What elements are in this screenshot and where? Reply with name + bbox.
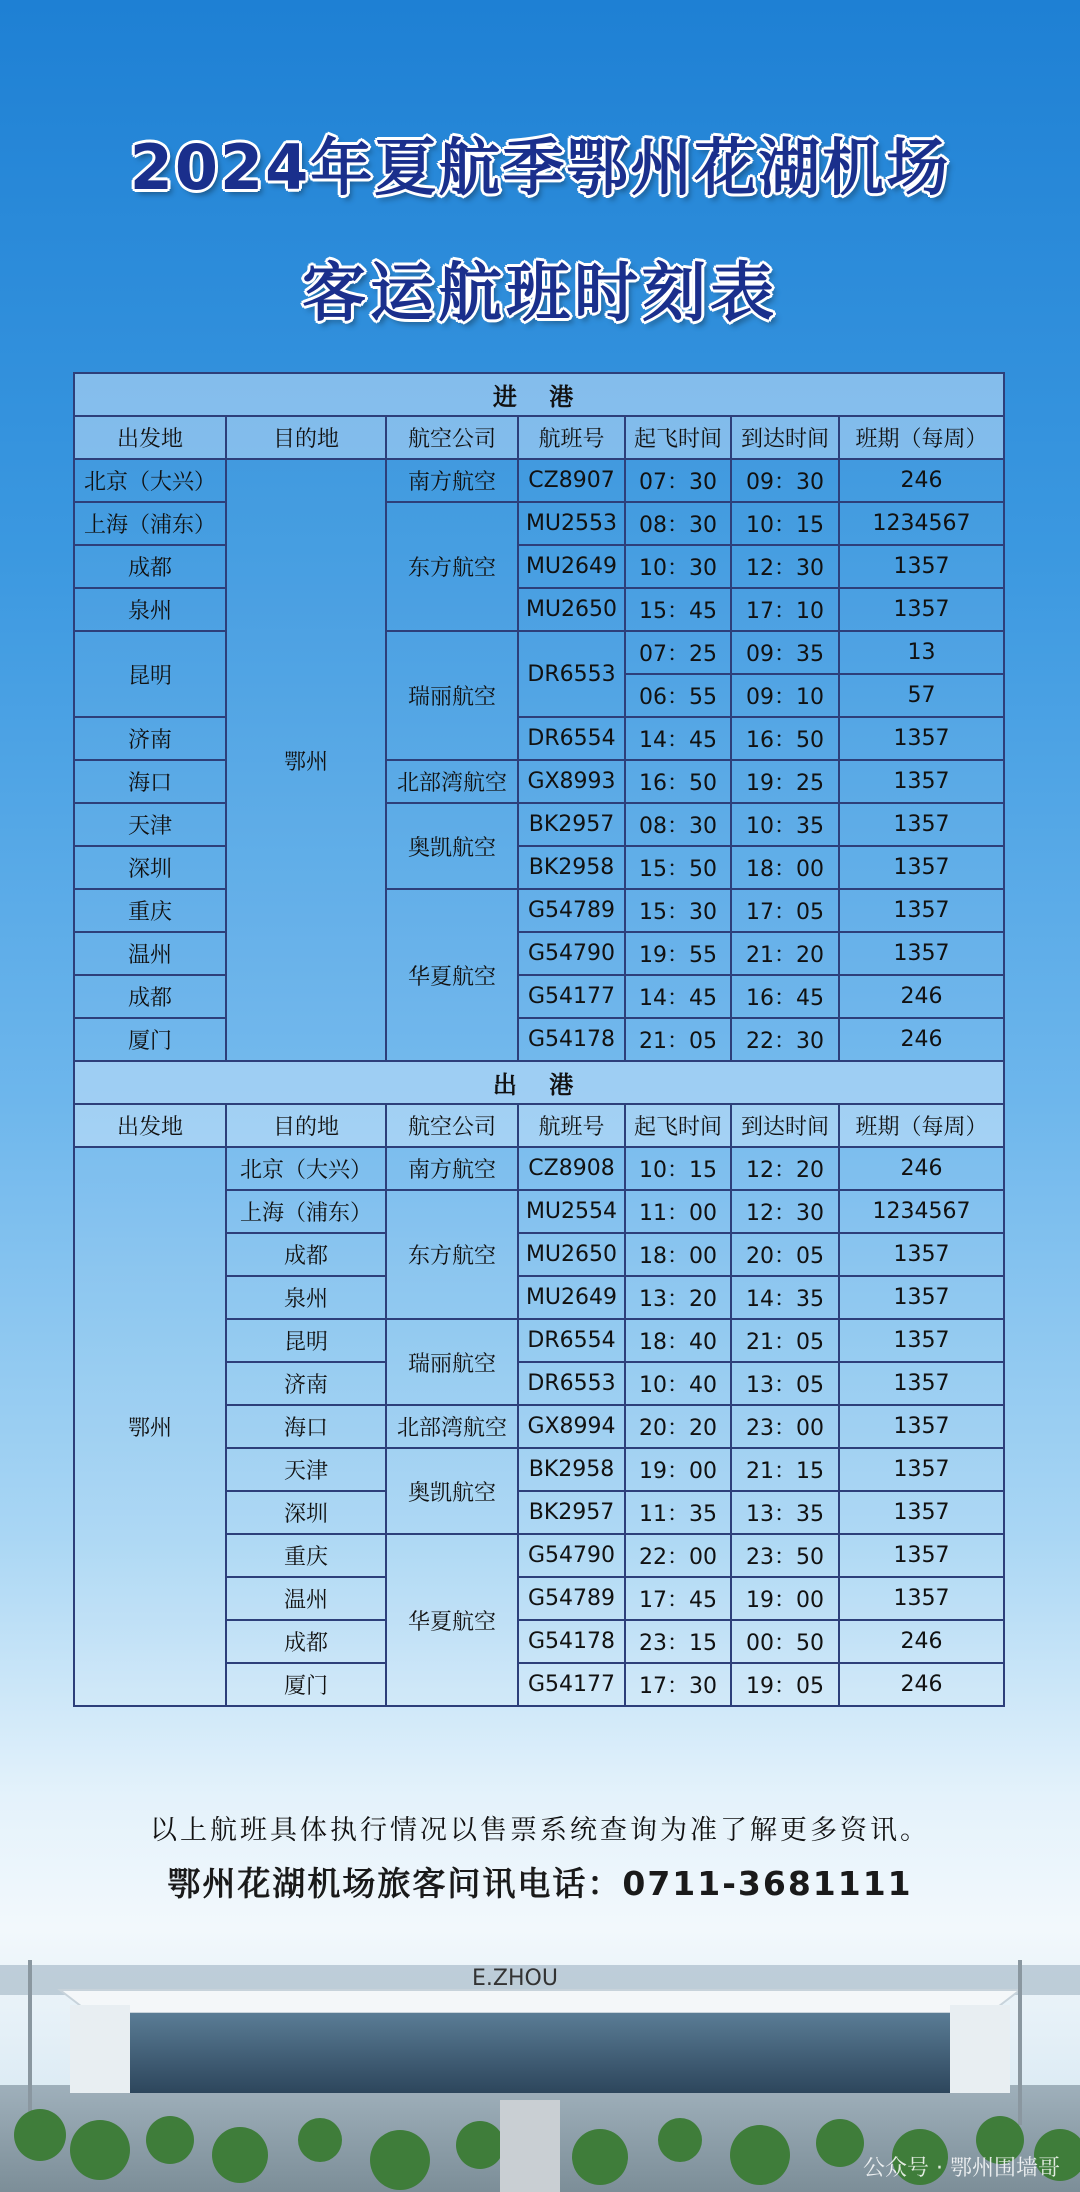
arr-cell: 12：30 xyxy=(731,545,839,588)
airline-cell: 瑞丽航空 xyxy=(386,1319,518,1405)
airline-cell: 南方航空 xyxy=(386,1147,518,1190)
destination-cell: 深圳 xyxy=(226,1491,386,1534)
table-row xyxy=(74,502,1004,545)
dep-cell: 08：30 xyxy=(625,502,731,545)
flight-cell: BK2958 xyxy=(518,1448,625,1491)
airline-cell: 华夏航空 xyxy=(386,1534,518,1706)
destination-cell: 成都 xyxy=(226,1233,386,1276)
dep-cell: 07：30 xyxy=(625,459,731,502)
table-row xyxy=(74,760,1004,803)
destination-cell: 泉州 xyxy=(226,1276,386,1319)
origin-cell: 重庆 xyxy=(74,889,226,932)
col-airline: 航空公司 xyxy=(386,416,518,459)
arr-cell: 16：45 xyxy=(731,975,839,1018)
arr-cell: 19：05 xyxy=(731,1663,839,1706)
terminal-photo xyxy=(0,1935,1080,2192)
flight-cell: G54789 xyxy=(518,1577,625,1620)
hotline-line: 鄂州花湖机场旅客问讯电话：0711-3681111 xyxy=(167,1864,913,1903)
table-row xyxy=(74,889,1004,932)
table-row xyxy=(74,803,1004,846)
arr-cell: 21：20 xyxy=(731,932,839,975)
days-cell: 1357 xyxy=(839,1448,1004,1491)
days-cell: 1234567 xyxy=(839,1190,1004,1233)
watermark: 公众号 · 鄂州围墙哥 xyxy=(863,2156,1060,2181)
days-cell: 246 xyxy=(839,1620,1004,1663)
days-cell: 1357 xyxy=(839,1276,1004,1319)
flight-cell: GX8993 xyxy=(518,760,625,803)
arr-cell: 17：05 xyxy=(731,889,839,932)
destination-cell: 海口 xyxy=(226,1405,386,1448)
destination-cell: 成都 xyxy=(226,1620,386,1663)
flight-cell: CZ8908 xyxy=(518,1147,625,1190)
departures-section-title: 出 港 xyxy=(74,1061,1004,1104)
table-row xyxy=(74,588,1004,631)
col-days: 班期（每周） xyxy=(839,1104,1004,1147)
days-cell: 57 xyxy=(839,674,1004,717)
title-line-2: 客运航班时刻表 xyxy=(302,257,778,331)
departures-header-row xyxy=(74,1104,1004,1147)
dep-cell: 20：20 xyxy=(625,1405,731,1448)
table-row xyxy=(74,545,1004,588)
col-arr-time: 到达时间 xyxy=(731,1104,839,1147)
col-flight: 航班号 xyxy=(518,416,625,459)
origin-cell: 济南 xyxy=(74,717,226,760)
days-cell: 1357 xyxy=(839,1319,1004,1362)
arr-cell: 10：15 xyxy=(731,502,839,545)
origin-cell: 昆明 xyxy=(74,631,226,717)
days-cell: 246 xyxy=(839,1147,1004,1190)
airline-cell: 瑞丽航空 xyxy=(386,631,518,760)
airline-cell: 奥凯航空 xyxy=(386,1448,518,1534)
arr-cell: 20：05 xyxy=(731,1233,839,1276)
dep-cell: 18：40 xyxy=(625,1319,731,1362)
days-cell: 13 xyxy=(839,631,1004,674)
dep-cell: 14：45 xyxy=(625,717,731,760)
table-row xyxy=(74,631,1004,674)
road xyxy=(500,2100,560,2192)
flight-cell: BK2957 xyxy=(518,1491,625,1534)
terminal-right-wing xyxy=(950,2005,1010,2093)
destination-cell: 重庆 xyxy=(226,1534,386,1577)
destination-cell: 温州 xyxy=(226,1577,386,1620)
flight-cell: G54789 xyxy=(518,889,625,932)
days-cell: 1357 xyxy=(839,889,1004,932)
title-line-1: 2024年夏航季鄂州花湖机场 xyxy=(129,131,951,204)
days-cell: 246 xyxy=(839,459,1004,502)
flight-cell: MU2553 xyxy=(518,502,625,545)
origin-cell: 鄂州 xyxy=(74,1147,226,1706)
days-cell: 1357 xyxy=(839,1233,1004,1276)
col-flight: 航班号 xyxy=(518,1104,625,1147)
airline-cell: 南方航空 xyxy=(386,459,518,502)
table-row xyxy=(74,932,1004,975)
dep-cell: 06：55 xyxy=(625,674,731,717)
arr-cell: 09：30 xyxy=(731,459,839,502)
dep-cell: 15：45 xyxy=(625,588,731,631)
arr-cell: 16：50 xyxy=(731,717,839,760)
col-origin: 出发地 xyxy=(74,1104,226,1147)
days-cell: 1357 xyxy=(839,1491,1004,1534)
airline-cell: 北部湾航空 xyxy=(386,760,518,803)
dep-cell: 10：15 xyxy=(625,1147,731,1190)
notice-line: 以上航班具体执行情况以售票系统查询为准了解更多资讯。 xyxy=(150,1815,930,1846)
flight-cell: G54177 xyxy=(518,1663,625,1706)
airline-cell: 奥凯航空 xyxy=(386,803,518,889)
arr-cell: 23：00 xyxy=(731,1405,839,1448)
arr-cell: 09：10 xyxy=(731,674,839,717)
arr-cell: 21：05 xyxy=(731,1319,839,1362)
destination-cell: 鄂州 xyxy=(226,459,386,1061)
days-cell: 1357 xyxy=(839,1405,1004,1448)
flight-cell: G54178 xyxy=(518,1018,625,1061)
origin-cell: 成都 xyxy=(74,975,226,1018)
table-row xyxy=(74,459,1004,502)
table-row xyxy=(74,717,1004,760)
arr-cell: 22：30 xyxy=(731,1018,839,1061)
origin-cell: 厦门 xyxy=(74,1018,226,1061)
flight-cell: G54790 xyxy=(518,1534,625,1577)
dep-cell: 17：45 xyxy=(625,1577,731,1620)
dep-cell: 21：05 xyxy=(625,1018,731,1061)
days-cell: 246 xyxy=(839,1018,1004,1061)
table-row xyxy=(74,846,1004,889)
flight-cell: GX8994 xyxy=(518,1405,625,1448)
dep-cell: 14：45 xyxy=(625,975,731,1018)
arr-cell: 14：35 xyxy=(731,1276,839,1319)
days-cell: 1357 xyxy=(839,545,1004,588)
flight-cell: CZ8907 xyxy=(518,459,625,502)
dep-cell: 18：00 xyxy=(625,1233,731,1276)
flight-cell: MU2649 xyxy=(518,1276,625,1319)
flight-cell: BK2958 xyxy=(518,846,625,889)
col-dep-time: 起飞时间 xyxy=(625,1104,731,1147)
col-destination: 目的地 xyxy=(226,1104,386,1147)
dep-cell: 16：50 xyxy=(625,760,731,803)
arr-cell: 19：00 xyxy=(731,1577,839,1620)
col-days: 班期（每周） xyxy=(839,416,1004,459)
destination-cell: 厦门 xyxy=(226,1663,386,1706)
origin-cell: 上海（浦东） xyxy=(74,502,226,545)
arrivals-header-row xyxy=(74,416,1004,459)
destination-cell: 昆明 xyxy=(226,1319,386,1362)
origin-cell: 北京（大兴） xyxy=(74,459,226,502)
flight-cell: DR6553 xyxy=(518,631,625,717)
days-cell: 246 xyxy=(839,1663,1004,1706)
origin-cell: 海口 xyxy=(74,760,226,803)
arr-cell: 21：15 xyxy=(731,1448,839,1491)
flight-cell: DR6554 xyxy=(518,1319,625,1362)
arr-cell: 09：35 xyxy=(731,631,839,674)
airline-cell: 东方航空 xyxy=(386,1190,518,1319)
dep-cell: 08：30 xyxy=(625,803,731,846)
dep-cell: 15：30 xyxy=(625,889,731,932)
arr-cell: 13：05 xyxy=(731,1362,839,1405)
days-cell: 1357 xyxy=(839,588,1004,631)
terminal-left-wing xyxy=(70,2005,130,2093)
flight-cell: G54178 xyxy=(518,1620,625,1663)
arr-cell: 10：35 xyxy=(731,803,839,846)
flight-cell: G54790 xyxy=(518,932,625,975)
terminal-sign: E.ZHOU xyxy=(472,1966,558,1991)
dep-cell: 22：00 xyxy=(625,1534,731,1577)
arr-cell: 18：00 xyxy=(731,846,839,889)
dep-cell: 07：25 xyxy=(625,631,731,674)
flight-cell: MU2649 xyxy=(518,545,625,588)
table-row xyxy=(74,1147,1004,1190)
flight-cell: MU2650 xyxy=(518,588,625,631)
airline-cell: 北部湾航空 xyxy=(386,1405,518,1448)
dep-cell: 11：00 xyxy=(625,1190,731,1233)
dep-cell: 10：40 xyxy=(625,1362,731,1405)
origin-cell: 成都 xyxy=(74,545,226,588)
flight-cell: DR6553 xyxy=(518,1362,625,1405)
days-cell: 246 xyxy=(839,975,1004,1018)
destination-cell: 天津 xyxy=(226,1448,386,1491)
arr-cell: 17：10 xyxy=(731,588,839,631)
dep-cell: 19：55 xyxy=(625,932,731,975)
origin-cell: 深圳 xyxy=(74,846,226,889)
dep-cell: 11：35 xyxy=(625,1491,731,1534)
destination-cell: 上海（浦东） xyxy=(226,1190,386,1233)
destination-cell: 济南 xyxy=(226,1362,386,1405)
flight-cell: BK2957 xyxy=(518,803,625,846)
table-row xyxy=(74,1018,1004,1061)
arr-cell: 12：20 xyxy=(731,1147,839,1190)
flight-cell: G54177 xyxy=(518,975,625,1018)
col-airline: 航空公司 xyxy=(386,1104,518,1147)
table-row xyxy=(74,975,1004,1018)
airline-cell: 东方航空 xyxy=(386,502,518,631)
origin-cell: 温州 xyxy=(74,932,226,975)
flight-cell: MU2650 xyxy=(518,1233,625,1276)
airline-cell: 华夏航空 xyxy=(386,889,518,1061)
dep-cell: 17：30 xyxy=(625,1663,731,1706)
days-cell: 1357 xyxy=(839,803,1004,846)
arr-cell: 12：30 xyxy=(731,1190,839,1233)
col-arr-time: 到达时间 xyxy=(731,416,839,459)
dep-cell: 13：20 xyxy=(625,1276,731,1319)
arr-cell: 13：35 xyxy=(731,1491,839,1534)
flight-cell: DR6554 xyxy=(518,717,625,760)
terminal-facade xyxy=(95,2013,985,2093)
origin-cell: 泉州 xyxy=(74,588,226,631)
col-dep-time: 起飞时间 xyxy=(625,416,731,459)
arr-cell: 00：50 xyxy=(731,1620,839,1663)
arr-cell: 19：25 xyxy=(731,760,839,803)
arrivals-section-title: 进 港 xyxy=(74,373,1004,416)
flight-cell: MU2554 xyxy=(518,1190,625,1233)
col-origin: 出发地 xyxy=(74,416,226,459)
dep-cell: 23：15 xyxy=(625,1620,731,1663)
days-cell: 1357 xyxy=(839,1534,1004,1577)
days-cell: 1234567 xyxy=(839,502,1004,545)
arr-cell: 23：50 xyxy=(731,1534,839,1577)
days-cell: 1357 xyxy=(839,717,1004,760)
origin-cell: 天津 xyxy=(74,803,226,846)
days-cell: 1357 xyxy=(839,846,1004,889)
dep-cell: 19：00 xyxy=(625,1448,731,1491)
col-destination: 目的地 xyxy=(226,416,386,459)
dep-cell: 10：30 xyxy=(625,545,731,588)
dep-cell: 15：50 xyxy=(625,846,731,889)
days-cell: 1357 xyxy=(839,1577,1004,1620)
days-cell: 1357 xyxy=(839,1362,1004,1405)
schedule-table xyxy=(73,372,1005,1707)
days-cell: 1357 xyxy=(839,760,1004,803)
destination-cell: 北京（大兴） xyxy=(226,1147,386,1190)
days-cell: 1357 xyxy=(839,932,1004,975)
terminal-roof xyxy=(60,1990,1020,2013)
